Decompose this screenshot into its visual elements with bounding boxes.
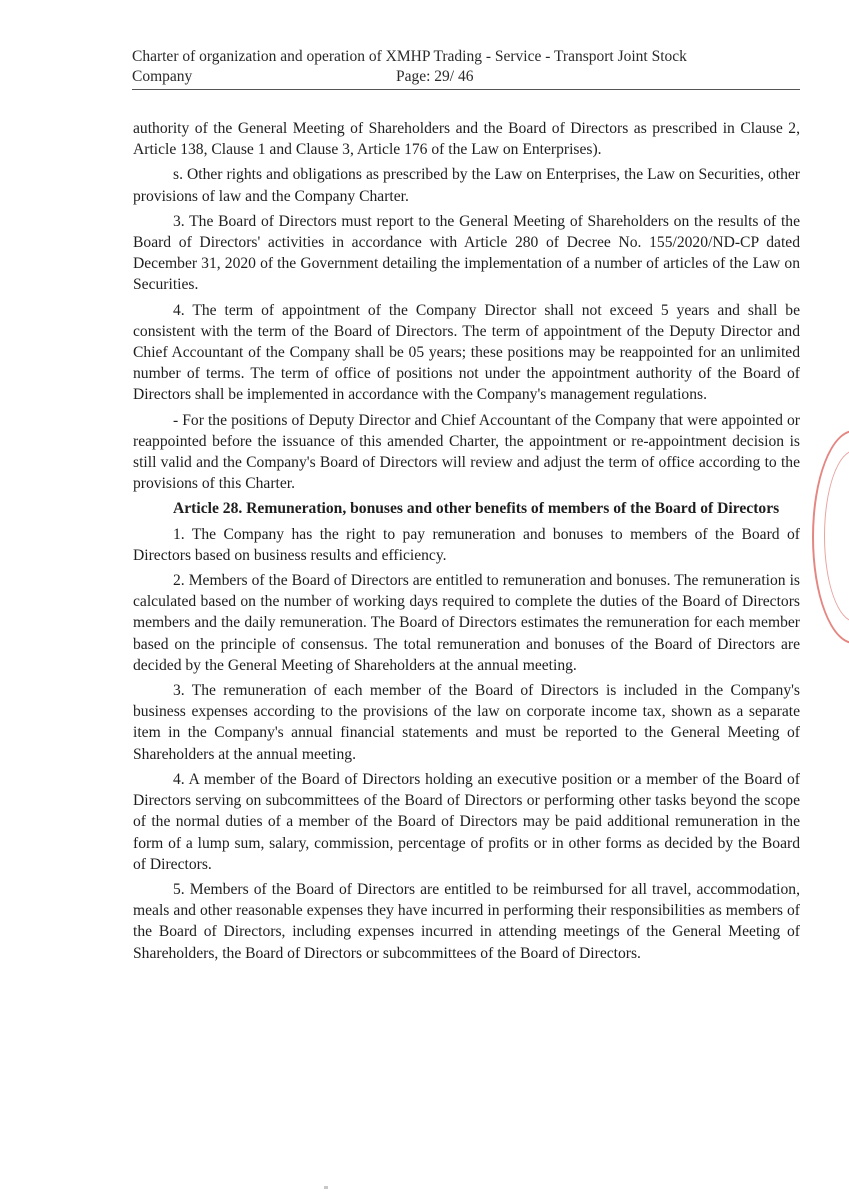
header-line2 xyxy=(132,67,800,87)
paragraph: 4. The term of appointment of the Company Director shall not exceed 5 years and shall be consistent with the term of the Board of Directors. The term of appointment of the Deputy Director and Chief Accountant of the Company shall be 05 years; these positions may be reappointed for an unlimited number of terms. The term of office of positions not under the appointment authority of the Board of Directors shall be implemented in accordance with the Company's management regulations. xyxy=(133,301,800,404)
paragraph: 2. Members of the Board of Directors are entitled to remuneration and bonuses. The remuneration is calculated based on the number of working days required to complete the duties of the Board of Directors members and the daily remuneration. The Board of Directors estimates the remuneration for each member based on the principle of consensus. The total remuneration and bonuses of the Board of Directors are decided by the General Meeting of Shareholders at the annual meeting. xyxy=(133,572,800,674)
paragraph: s. Other rights and obligations as prescribed by the Law on Enterprises, the Law on Securities, other provisions of law and the Company Charter. xyxy=(133,166,800,205)
header-divider xyxy=(132,89,800,90)
paragraph: 3. The remuneration of each member of the Board of Directors is included in the Company's business expenses according to the provisions of the law on corporate income tax, shown as a separate item in the Company's annual financial statements and must be reported to the General Meeting of Shareholders at the annual meeting. xyxy=(133,682,800,763)
header-company: Company xyxy=(132,68,193,85)
page-header xyxy=(132,47,800,87)
paragraph: 1. The Company has the right to pay remuneration and bonuses to members of the Board of Directors based on business results and efficiency. xyxy=(133,525,800,564)
header-document-title: Charter of organization and operation of XMHP Trading - Service - Transport Joint Stock xyxy=(132,48,687,65)
paragraph: authority of the General Meeting of Shareholders and the Board of Directors as prescribed in Clause 2, Article 138, Clause 1 and Clause 3, Article 176 of the Law on Enterprises). xyxy=(133,120,800,159)
paragraph: 4. A member of the Board of Directors holding an executive position or a member of the Board of Directors serving on subcommittees of the Board of Directors or performing other tasks beyond the scope of the normal duties of a member of the Board of Directors may be paid additional remuneration in the form of a lump sum, salary, commission, percentage of profits or in other forms as decided by the Board of Directors. xyxy=(133,770,800,873)
document-body xyxy=(133,118,800,968)
scan-speck xyxy=(324,1186,328,1189)
paragraph: 3. The Board of Directors must report to the General Meeting of Shareholders on the results of the Board of Directors' activities in accordance with Article 280 of Decree No. 155/2020/ND-CP dated December 31, 2020 of the Government detailing the implementation of a number of articles of the Law on Securities. xyxy=(133,212,800,294)
paragraph: 5. Members of the Board of Directors are entitled to be reimbursed for all travel, accommodation, meals and other reasonable expenses they have incurred in performing their responsibilities as members of the Board of Directors, including expenses incurred in attending meetings of the General Meeting of Shareholders, the Board of Directors or subcommittees of the Board of Directors. xyxy=(133,880,800,962)
paragraph: - For the positions of Deputy Director and Chief Accountant of the Company that were appointed or reappointed before the issuance of this amended Charter, the appointment or re-appointment decision is still valid and the Company's Board of Directors will review and adjust the term of office according to the provisions of this Charter. xyxy=(133,411,800,493)
page-number: Page: 29/ 46 xyxy=(396,68,474,85)
article-heading: Article 28. Remuneration, bonuses and other benefits of members of the Board of Directors xyxy=(173,500,780,518)
